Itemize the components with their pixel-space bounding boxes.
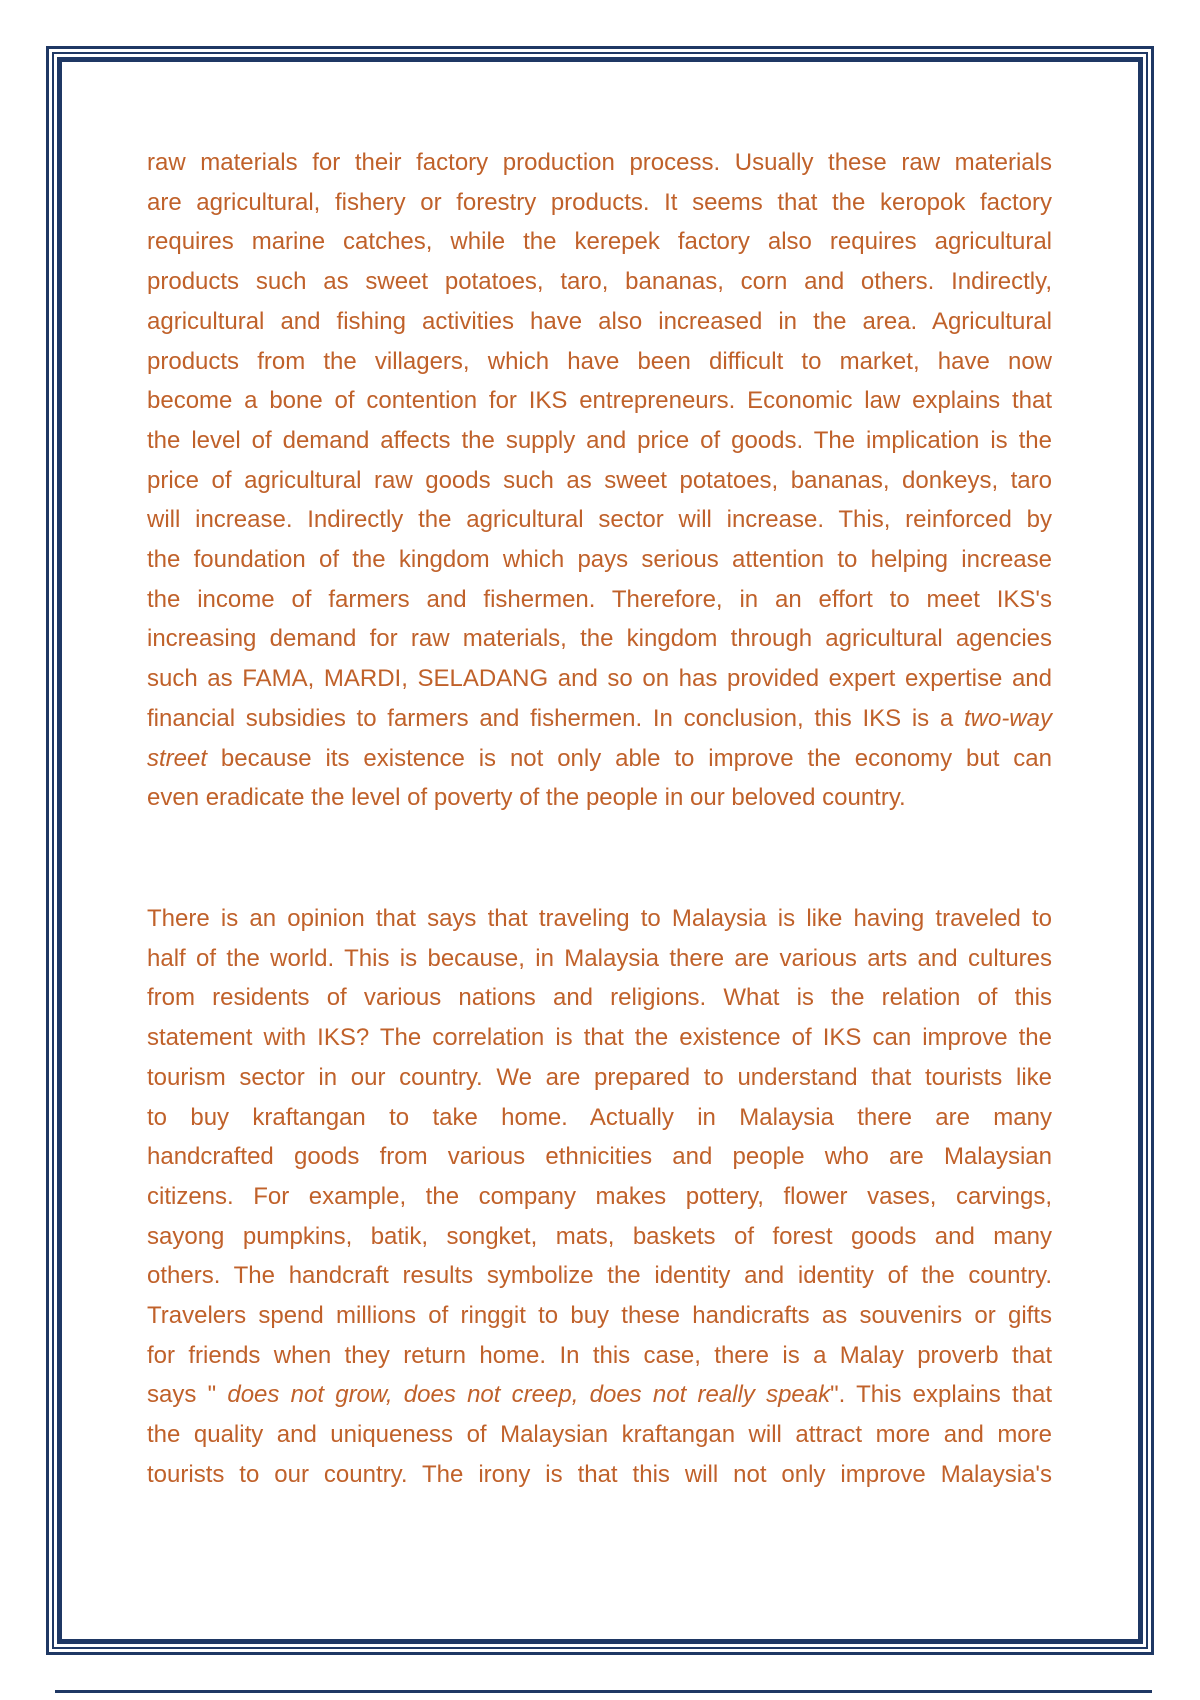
text-line: requires marine catches, while the kerepek factory also requires agricultural bbox=[147, 228, 1052, 256]
text-line: products from the villagers, which have been difficult to market, have now bbox=[147, 347, 1052, 375]
text-segment: says " bbox=[147, 1381, 228, 1409]
text-line: from residents of various nations and religions. What is the relation of this bbox=[147, 984, 1052, 1012]
text-line: increasing demand for raw materials, the kingdom through agricultural agencies bbox=[147, 625, 1052, 653]
text-line: There is an opinion that says that traveling to Malaysia is like having traveled to bbox=[147, 905, 1052, 932]
text-line: will increase. Indirectly the agricultural sector will increase. This, reinforced by bbox=[147, 506, 1052, 534]
text-line: raw materials for their factory production process. Usually these raw materials bbox=[147, 149, 1052, 176]
text-line: tourism sector in our country. We are prepared to understand that tourists like bbox=[147, 1063, 1052, 1091]
italic-text: does not grow, does not creep, does not really speak bbox=[227, 1381, 831, 1409]
text-line: products such as sweet potatoes, taro, bananas, corn and others. Indirectly, bbox=[147, 268, 1052, 296]
text-line bbox=[147, 739, 1052, 779]
text-line: for friends when they return home. In this case, there is a Malay proverb that bbox=[147, 1341, 1052, 1369]
italic-text: street bbox=[147, 744, 208, 772]
text-line: agricultural and fishing activities have also increased in the area. Agricultural bbox=[147, 307, 1052, 335]
text-line: the income of farmers and fishermen. Therefore, in an effort to meet IKS's bbox=[147, 585, 1052, 613]
text-line bbox=[147, 699, 1052, 739]
text-line: price of agricultural raw goods such as sweet potatoes, bananas, donkeys, taro bbox=[147, 466, 1052, 494]
text-line: sayong pumpkins, batik, songket, mats, baskets of forest goods and many bbox=[147, 1222, 1052, 1250]
text-line: statement with IKS? The correlation is that the existence of IKS can improve the bbox=[147, 1024, 1052, 1052]
text-line: to buy kraftangan to take home. Actually in Malaysia there are many bbox=[147, 1103, 1052, 1131]
text-line: are agricultural, fishery or forestry products. It seems that the keropok factory bbox=[147, 188, 1052, 216]
next-page-border-edge bbox=[55, 1690, 1152, 1693]
text-line: others. The handcraft results symbolize the identity and identity of the country. bbox=[147, 1262, 1052, 1290]
paragraph bbox=[147, 143, 1052, 818]
text-line bbox=[147, 1375, 1052, 1415]
text-segment: because its existence is not only able to improve the economy but can bbox=[207, 744, 1052, 772]
text-line: even eradicate the level of poverty of the people in our beloved country. bbox=[147, 784, 906, 812]
text-line: tourists to our country. The irony is that this will not only improve Malaysia's bbox=[147, 1460, 1052, 1488]
text-line: the level of demand affects the supply and price of goods. The implication is the bbox=[147, 426, 1052, 454]
paragraph bbox=[147, 899, 1052, 1495]
italic-text: two-way bbox=[963, 704, 1052, 732]
text-line: citizens. For example, the company makes pottery, flower vases, carvings, bbox=[147, 1182, 1052, 1210]
text-line: handcrafted goods from various ethnicities and people who are Malaysian bbox=[147, 1143, 1052, 1171]
text-line: such as FAMA, MARDI, SELADANG and so on has provided expert expertise and bbox=[147, 665, 1052, 693]
text-line: Travelers spend millions of ringgit to buy these handicrafts as souvenirs or gifts bbox=[147, 1302, 1052, 1330]
text-line: become a bone of contention for IKS entrepreneurs. Economic law explains that bbox=[147, 387, 1052, 415]
text-segment: financial subsidies to farmers and fishermen. In conclusion, this IKS is a bbox=[147, 704, 964, 732]
text-line: the foundation of the kingdom which pays serious attention to helping increase bbox=[147, 546, 1052, 574]
text-segment: ". This explains that bbox=[830, 1381, 1053, 1409]
text-line: the quality and uniqueness of Malaysian kraftangan will attract more and more bbox=[147, 1421, 1052, 1449]
text-line: half of the world. This is because, in Malaysia there are various arts and cultures bbox=[147, 944, 1052, 972]
